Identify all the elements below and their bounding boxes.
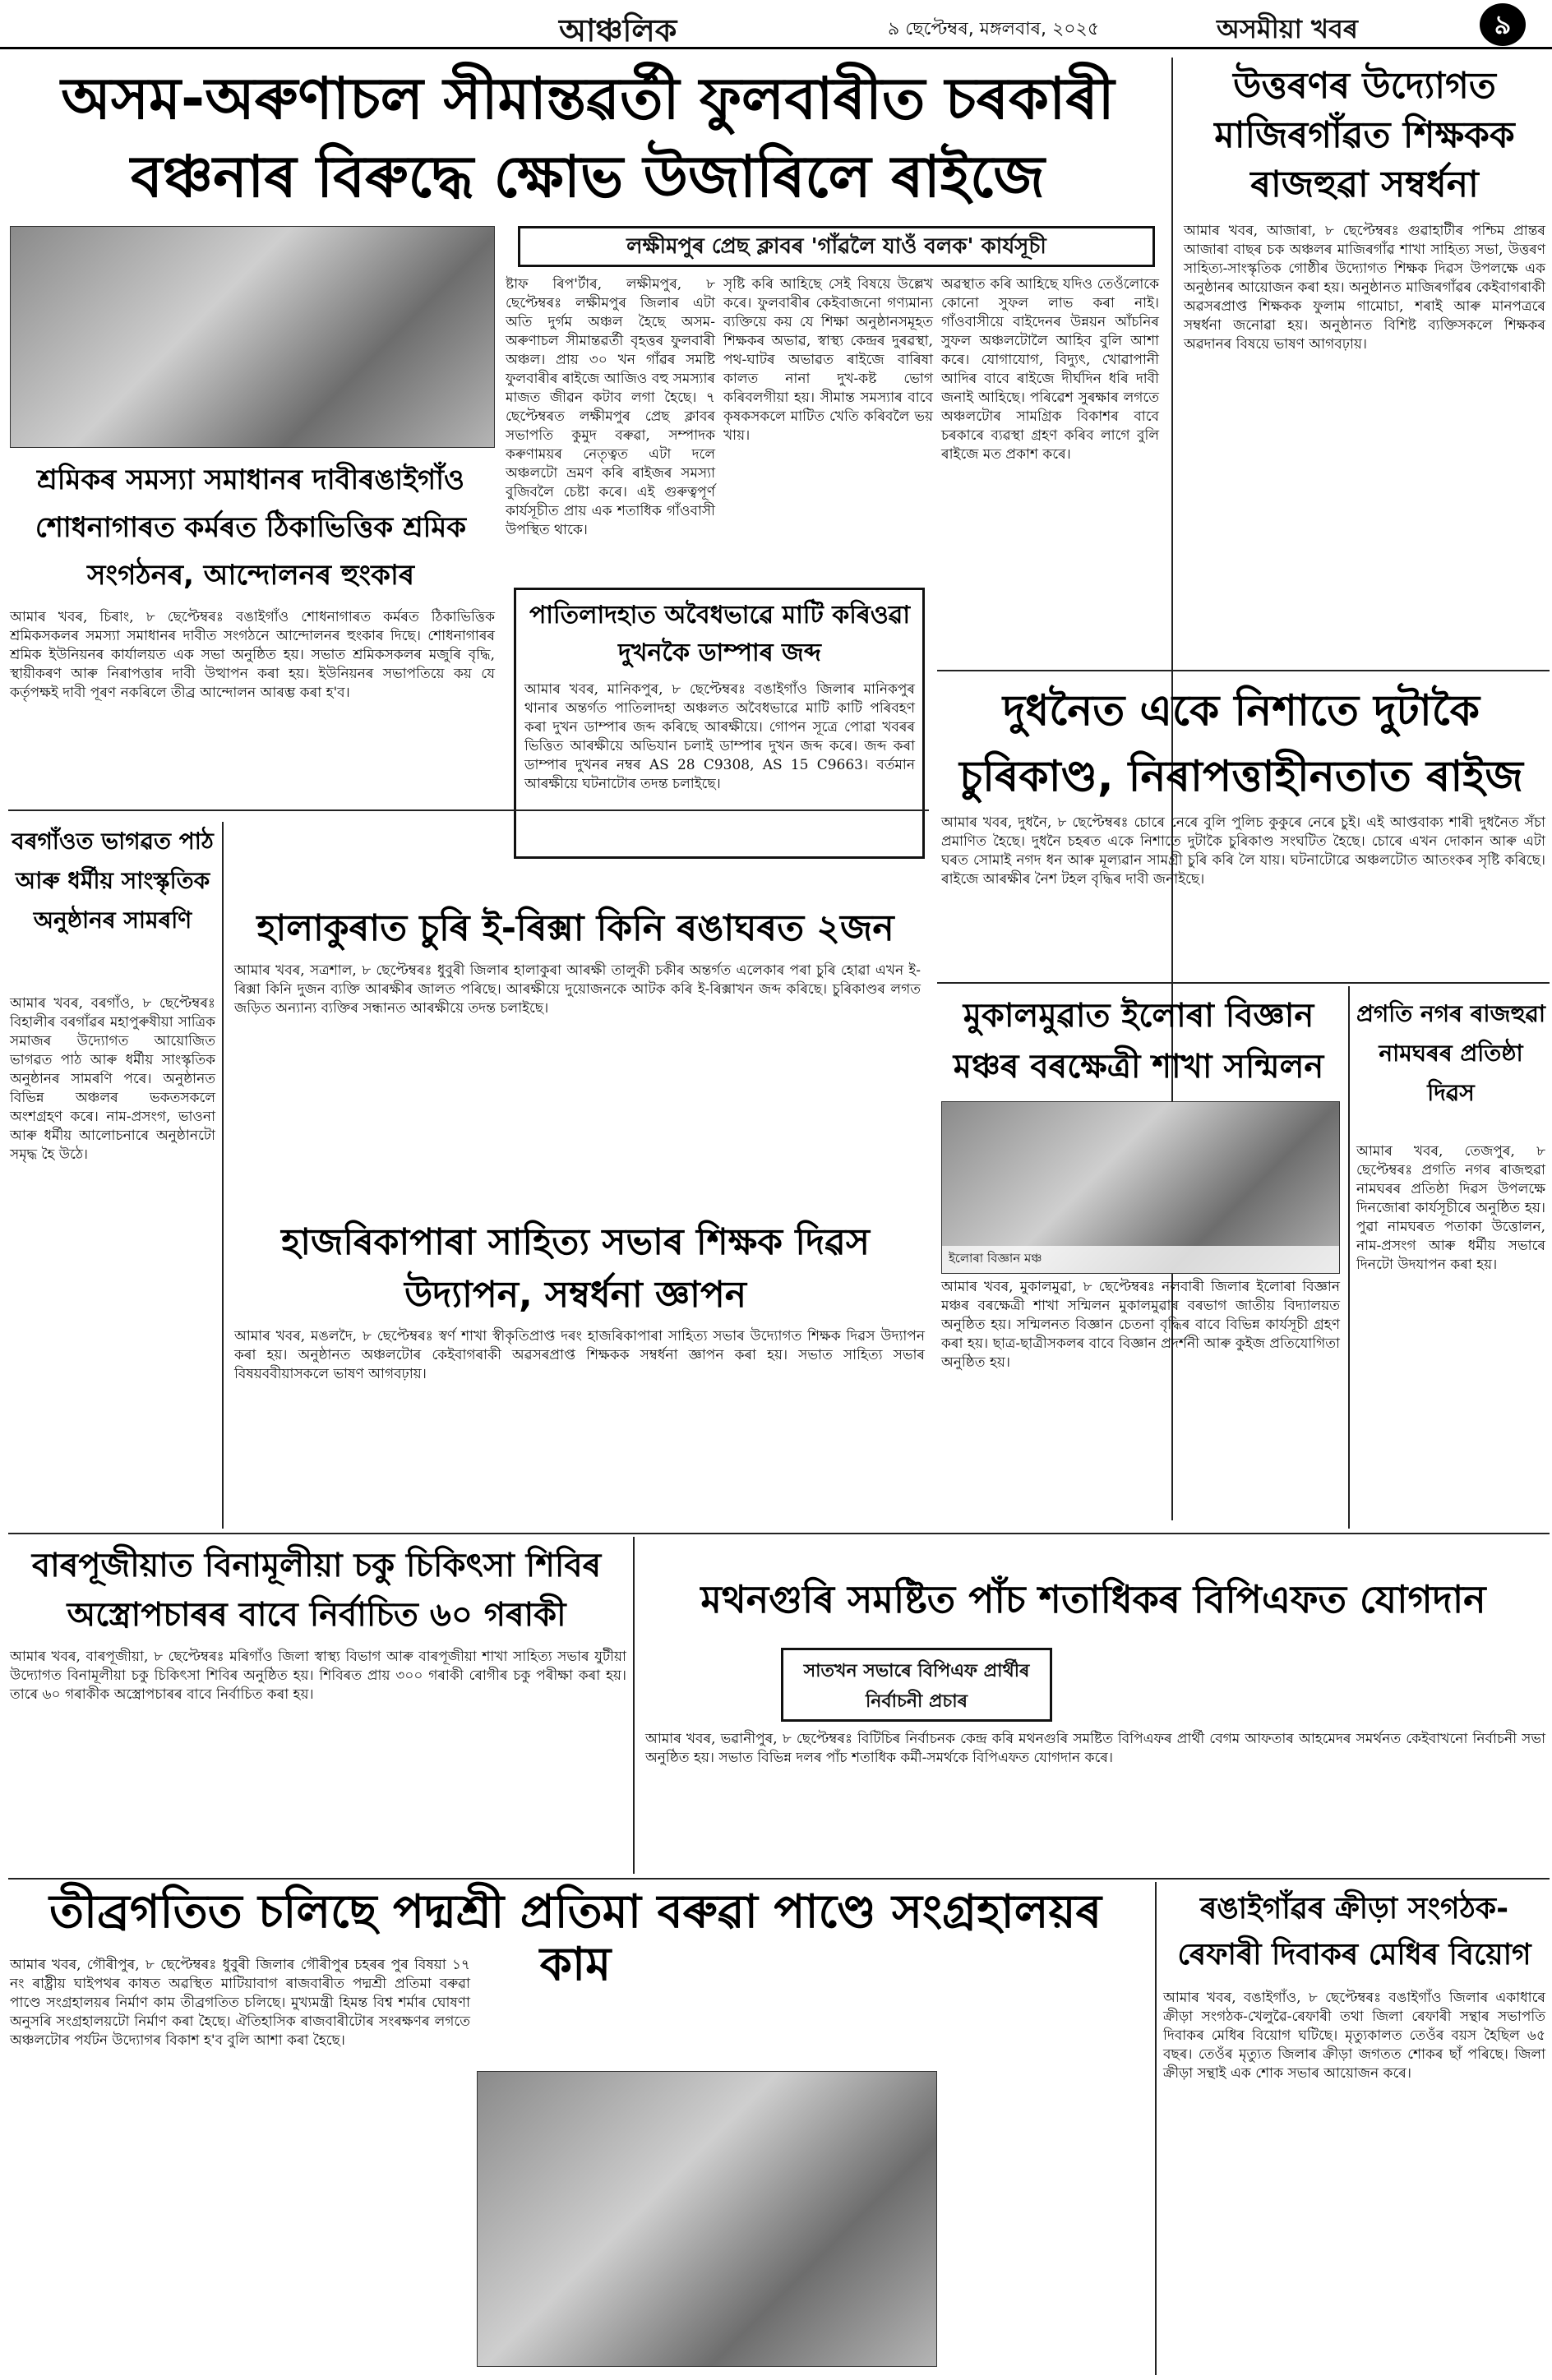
rongaigaon-body: আমাৰ খবৰ, বঙাইগাঁও, ৮ ছেপ্টেম্বৰঃ বঙাইগাঁও জিলাৰ একাধাৰে ক্ৰীড়া সংগঠক-খেলুৱৈ-ৰেফাৰী তথা জিলা ৰেফাৰী সন্থাৰ সভাপতি দিবাকৰ মেধিৰ বিয়োগ ঘটিছে। মৃত্যুকালত তেওঁৰ বয়স হৈছিল ৬৫ বছৰ। তেওঁৰ মৃত্যুত জিলাৰ ক্ৰীড়া জগতত শোকৰ ছাঁ পৰিছে। জিলা ক্ৰীড়া সন্থাই এক শোক সভাৰ আয়োজন কৰে।	[1163, 1990, 1550, 2082]
main-headline-2: বঞ্চনাৰ বিৰুদ্ধে ক্ষোভ উজাৰিলে ৰাইজে	[131, 143, 1045, 210]
uttaran-headline: উত্তৰণৰ উদ্যোগত মাজিৰগাঁৱত শিক্ষকক ৰাজহুৱা সম্বৰ্ধনা	[1214, 65, 1515, 205]
rongaigaon-headline: ৰঙাইগাঁৱৰ ক্ৰীড়া সংগঠক-ৰেফাৰী দিবাকৰ মেধিৰ বিয়োগ	[1177, 1892, 1531, 1972]
halakura-body: আমাৰ খবৰ, সত্ৰশাল, ৮ ছেপ্টেম্বৰঃ ধুবুৰী জিলাৰ হালাকুৰা আৰক্ষী তালুকী চকীৰ অন্তৰ্গত এলেকাৰ পৰা চুৰি হোৱা এখন ই-ৰিক্সা কিনি দুজন ব্যক্তি আৰক্ষীৰ জালত পৰিছে। আৰক্ষীয়ে দুয়োজনকে আটক কৰি ই-ৰিক্সাখন জব্দ কৰিছে। চুৰিকাণ্ডৰ লগত জড়িত অন্যান্য ব্যক্তিৰ সন্ধানত আৰক্ষীয়ে তদন্ত চলাইছে।	[234, 962, 926, 1017]
barpujia-headline: বাৰপূজীয়াত বিনামূলীয়া চকু চিকিৎসা শিবিৰ অস্ত্ৰোপচাৰৰ বাবে নিৰ্বাচিত ৬০ গৰাকী	[31, 1547, 602, 1634]
main-col-2: সৃষ্টি কৰি আহিছে সেই বিষয়ে উল্লেখ কৰে। ফুলবাৰীৰ কেইবাজনো গণ্যমান্য ব্যক্তিয়ে কয় যে শিক্ষা অনুষ্ঠানসমূহত শিক্ষকৰ অভাৱ, স্বাস্থ্য কেন্দ্ৰৰ দুৰৱস্থা, পথ-ঘাটৰ অভাৱত ৰাইজে বাৰিষা কালত নানা দুখ-কষ্ট ভোগ কৰিবলগীয়া হয়। সীমান্ত সমস্যাৰ বাবে কৃষকসকলে মাটিত খেতি কৰিবলৈ ভয় খায়।	[723, 276, 938, 444]
mathanguri-body: আমাৰ খবৰ, ভৱানীপুৰ, ৮ ছেপ্টেম্বৰঃ বিটিচিৰ নিৰ্বাচনক কেন্দ্ৰ কৰি মথনগুৰি সমষ্টিত বিপিএফৰ প্ৰাৰ্থী বেগম আফতাৰ আহমেদৰ সমৰ্থনত কেইবাখনো নিৰ্বাচনী সভা অনুষ্ঠিত হয়। সভাত বিভিন্ন দলৰ পাঁচ শতাধিক কৰ্মী-সমৰ্থকে বিপিএফত যোগদান কৰে।	[645, 1731, 1550, 1766]
paper-name: অসমীয়া খবৰ	[1217, 13, 1358, 44]
page-header	[0, 0, 1552, 49]
main-headline-1: অসম-অৰুণাচল সীমান্তৱৰ্তী ফুলবাৰীত চৰকাৰী	[61, 65, 1115, 132]
protest-photo	[10, 226, 495, 448]
barpujia-body: আমাৰ খবৰ, বাৰপূজীয়া, ৮ ছেপ্টেম্বৰঃ মৰিগাঁও জিলা স্বাস্থ্য বিভাগ আৰু বাৰপূজীয়া শাখা সাহিত্য সভাৰ যুটীয়া উদ্যোগত বিনামূলীয়া চকু চিকিৎসা শিবিৰ অনুষ্ঠিত হয়। শিবিৰত প্ৰায় ৩০০ গৰাকী ৰোগীৰ চকু পৰীক্ষা কৰা হয়। তাৰে ৬০ গৰাকীক অস্ত্ৰোপচাৰৰ বাবে নিৰ্বাচিত কৰা হয়।	[10, 1649, 631, 1703]
mathanguri-subhead: সাতখন সভাৰে বিপিএফ প্ৰাৰ্থীৰ নিৰ্বাচনী প্ৰচাৰ	[803, 1661, 1030, 1712]
padmashri-body: আমাৰ খবৰ, গৌৰীপুৰ, ৮ ছেপ্টেম্বৰঃ ধুবুৰী জিলাৰ গৌৰীপুৰ চহৰৰ পুৰ বিষয়া ১৭ নং ৰাষ্ট্ৰীয় ঘাইপথৰ কাষত অৱস্থিত মাটিয়াবাগ ৰাজবাৰীত পদ্মশ্ৰী প্ৰতিমা বৰুৱা পাণ্ডে সংগ্ৰহালয়ৰ নিৰ্মাণ কাম তীব্ৰগতিত চলিছে। মুখ্যমন্ত্ৰী হিমন্ত বিশ্ব শৰ্মাৰ ঘোষণা অনুসৰি সংগ্ৰহালয়টো নিৰ্মাণ কৰা হৈছে। ঐতিহাসিক ৰাজবাৰীটোৰ সংৰক্ষণৰ লগতে অঞ্চলটোৰ পৰ্যটন উদ্যোগৰ বিকাশ হ'ব বুলি আশা কৰা হৈছে।	[10, 1957, 475, 2049]
mathanguri-headline: মথনগুৰি সমষ্টিত পাঁচ শতাধিকৰ বিপিএফত যোগদান	[700, 1577, 1486, 1621]
bargaon-headline: বৰগাঁওত ভাগৱত পাঠ আৰু ধৰ্মীয় সাংস্কৃতিক অনুষ্ঠানৰ সামৰণি	[12, 828, 214, 934]
halakura-headline: হালাকুৰাত চুৰি ই-ৰিক্সা কিনি ৰঙাঘৰত ২জন	[256, 907, 894, 949]
mukalmua-headline: মুকালমুৱাত ইলোৰা বিজ্ঞান মঞ্চৰ বৰক্ষেত্ৰী শাখা সন্মিলন	[953, 997, 1324, 1086]
mathanguri-subhead-box	[781, 1648, 1052, 1722]
main-col-1: ষ্টাফ ৰিপ'ৰ্টাৰ, লক্ষীমপুৰ, ৮ ছেপ্টেম্বৰঃ লক্ষীমপুৰ জিলাৰ এটা অতি দুৰ্গম অঞ্চল হৈছে অসম-অৰুণাচল সীমান্তৱৰ্তী বৃহত্তৰ ফুলবাৰী অঞ্চল। প্ৰায় ৩০ খন গাঁৱৰ সমষ্টি ফুলবাৰীৰ ৰাইজে আজিও বহু সমস্যাৰ মাজত জীৱন কটাব লগা হৈছে। ৭ ছেপ্টেম্বৰত লক্ষীমপুৰ প্ৰেছ ক্লাবৰ সভাপতি কুমুদ বৰুৱা, সম্পাদক কৰুণাময়ৰ নেতৃত্বত এটা দলে অঞ্চলটো ভ্ৰমণ কৰি ৰাইজৰ সমস্যা বুজিবলৈ চেষ্টা কৰে। এই গুৰুত্বপূৰ্ণ কাৰ্যসূচীত প্ৰায় এক শতাধিক গাঁওবাসী উপস্থিত থাকে।	[506, 276, 720, 538]
museum-construction-photo	[477, 2071, 937, 2367]
hazarikapara-headline: হাজৰিকাপাৰা সাহিত্য সভাৰ শিক্ষক দিৱস উদ্যাপন, সম্বৰ্ধনা জ্ঞাপন	[281, 1221, 870, 1316]
uttaran-body: আমাৰ খবৰ, আজাৰা, ৮ ছেপ্টেম্বৰঃ গুৱাহাটীৰ পশ্চিম প্ৰান্তৰ আজাৰা বাছৰ চক অঞ্চলৰ মাজিৰগাঁৱ শাখা সাহিত্য সভা, উত্তৰণ সাহিত্য-সাংস্কৃতিক গোষ্ঠীৰ উদ্যোগত শিক্ষক দিৱস উপলক্ষে এক অনুষ্ঠানৰ আয়োজন কৰা হয়। অনুষ্ঠানত মাজিৰগাঁৱৰ কেইবাগৰাকী অৱসৰপ্ৰাপ্ত শিক্ষকক ফুলাম গামোচা, শৰাই আৰু মানপত্ৰৰে সম্বৰ্ধনা জনোৱা হয়। অনুষ্ঠানত বিশিষ্ট ব্যক্তিসকলে শিক্ষকৰ অৱদানৰ বিষয়ে ভাষণ আগবঢ়ায়।	[1184, 223, 1550, 353]
dudhnoi-headline: দুধনৈত একে নিশাতে দুটাকৈ চুৰিকাণ্ড, নিৰাপত্তাহীনতাত ৰাইজ	[959, 686, 1523, 801]
pragati-headline: প্ৰগতি নগৰ ৰাজহুৱা নামঘৰৰ প্ৰতিষ্ঠা দিৱস	[1356, 1000, 1545, 1106]
dudhnoi-body: আমাৰ খবৰ, দুধনৈ, ৮ ছেপ্টেম্বৰঃ চোৰে নেৰে বুলি পুলিচ কুকুৰে নেৰে চুই। এই আপ্তবাক্য শাৰী দুধনৈত সঁচা প্ৰমাণিত হৈছে। দুধনৈ চহৰত একে নিশাতে দুটাকৈ চুৰিকাণ্ড সংঘটিত হৈছে। চোৰে এখন দোকান আৰু এটা ঘৰত সোমাই নগদ ধন আৰু মূল্যৱান সামগ্ৰী চুৰি কৰি লৈ যায়। ঘটনাটোৱে অঞ্চলটোত আতংকৰ সৃষ্টি কৰিছে। ৰাইজে আৰক্ষীৰ নৈশ টহল বৃদ্ধিৰ দাবী জনাইছে।	[941, 814, 1550, 888]
pragati-body: আমাৰ খবৰ, তেজপুৰ, ৮ ছেপ্টেম্বৰঃ প্ৰগতি নগৰ ৰাজহুৱা নামঘৰৰ প্ৰতিষ্ঠা দিৱস উপলক্ষে দিনজোৰা কাৰ্যসূচীৰে অনুষ্ঠিত হয়। পুৱা নামঘৰত পতাকা উত্তোলন, নাম-প্ৰসংগ আৰু ধৰ্মীয় সভাৰে দিনটো উদযাপন কৰা হয়।	[1356, 1143, 1550, 1273]
section-label: আঞ্চলিক	[559, 12, 677, 48]
date-line: ৯ ছেপ্টেম্বৰ, মঙ্গলবাৰ, ২০২৫	[888, 19, 1100, 39]
patilada-headline: পাতিলাদহাত অবৈধভাৱে মাটি কৰিওৱা দুখনকৈ ডাম্পাৰ জব্দ	[529, 601, 911, 667]
main-col-3: অৱস্থাত কৰি আহিছে যদিও তেওঁলোকে কোনো সুফল লাভ কৰা নাই। গাঁওবাসীয়ে বাইদেনৰ উন্নয়ন আঁচনিৰ সুফল অঞ্চলটোলৈ আহিব বুলি আশা কৰে। যোগাযোগ, বিদ্যুৎ, খোৱাপানী আদিৰ বাবে ৰাইজে দীৰ্ঘদিন ধৰি দাবী জনাই আহিছে। পৰিৱেশ সুৰক্ষাৰ লগতে অঞ্চলটোৰ সামগ্ৰিক বিকাশৰ বাবে চৰকাৰে ব্যৱস্থা গ্ৰহণ কৰিব লাগে বুলি ৰাইজে মত প্ৰকাশ কৰে।	[941, 276, 1164, 463]
shramik-headline: শ্ৰমিকৰ সমস্যা সমাধানৰ দাবীৰঙাইগাঁও শোধনাগাৰত কৰ্মৰত ঠিকাভিত্তিক শ্ৰমিক সংগঠনৰ, আন্দোলনৰ হুংকাৰ	[35, 464, 467, 592]
hazarikapara-body: আমাৰ খবৰ, মঙলদৈ, ৮ ছেপ্টেম্বৰঃ স্বৰ্ণ শাখা স্বীকৃতিপ্ৰাপ্ত দৰং হাজৰিকাপাৰা সাহিত্য সভাৰ উদ্যোগত শিক্ষক দিৱস উদ্যাপন কৰা হয়। অনুষ্ঠানত অঞ্চলটোৰ কেইবাগৰাকী অৱসৰপ্ৰাপ্ত শিক্ষকক সম্বৰ্ধনা জ্ঞাপন কৰা হয়। সভাত সাহিত্য সভাৰ বিষয়ববীয়াসকলে ভাষণ আগবঢ়ায়।	[234, 1328, 930, 1382]
patilada-body: আমাৰ খবৰ, মানিকপুৰ, ৮ ছেপ্টেম্বৰঃ বঙাইগাঁও জিলাৰ মানিকপুৰ থানাৰ অন্তৰ্গত পাতিলাদহা অঞ্চলত অবৈধভাৱে মাটি কাটি পৰিবহণ কৰা দুখন ডাম্পাৰ জব্দ কৰিছে আৰক্ষীয়ে। গোপন সূত্ৰে পোৱা খবৰৰ ভিত্তিত আৰক্ষীয়ে অভিযান চলাই ডাম্পাৰ দুখন জব্দ কৰে। জব্দ কৰা ডাম্পাৰ দুখনৰ নম্বৰ AS 28 C9308, AS 15 C9663। বৰ্তমান আৰক্ষীয়ে ঘটনাটোৰ তদন্ত চলাইছে।	[524, 681, 920, 792]
page-number-badge	[1480, 3, 1526, 46]
page-number: ৯	[1494, 9, 1512, 40]
padmashri-headline: তীব্ৰগতিত চলিছে পদ্মশ্ৰী প্ৰতিমা বৰুৱা পাণ্ডে সংগ্ৰহালয়ৰ কাম	[48, 1885, 1102, 1992]
bargaon-body: আমাৰ খবৰ, বৰগাঁও, ৮ ছেপ্টেম্বৰঃ বিহালীৰ বৰগাঁৱৰ মহাপুৰুষীয়া সাত্ৰিক সমাজৰ উদ্যোগত আয়োজিত ভাগৱত পাঠ আৰু ধৰ্মীয় সাংস্কৃতিক অনুষ্ঠানৰ সামৰণি পৰে। অনুষ্ঠানত বিভিন্ন অঞ্চলৰ ভকতসকলে অংশগ্ৰহণ কৰে। নাম-প্ৰসংগ, ভাওনা আৰু ধৰ্মীয় আলোচনাৰে অনুষ্ঠানটো সমৃদ্ধ হৈ উঠে।	[10, 995, 220, 1163]
science-forum-photo	[941, 1101, 1340, 1274]
kicker-box	[518, 226, 1155, 267]
kicker-text: লক্ষীমপুৰ প্ৰেছ ক্লাবৰ 'গাঁৱলৈ যাওঁ বলক' কাৰ্যসূচী	[626, 234, 1046, 259]
patilada-box	[514, 588, 925, 859]
mukalmua-body: আমাৰ খবৰ, মুকালমুৱা, ৮ ছেপ্টেম্বৰঃ নলবাৰী জিলাৰ ইলোৰা বিজ্ঞান মঞ্চৰ বৰক্ষেত্ৰী শাখা সন্মিলন মুকালমুৱাৰ বৰভাগ জাতীয় বিদ্যালয়ত অনুষ্ঠিত হয়। সন্মিলনত বিজ্ঞান চেতনা বৃদ্ধিৰ বাবে বিভিন্ন কাৰ্যসূচী গ্ৰহণ কৰা হয়। ছাত্ৰ-ছাত্ৰীসকলৰ বাবে বিজ্ঞান প্ৰদৰ্শনী আৰু কুইজ প্ৰতিযোগিতা অনুষ্ঠিত হয়।	[941, 1279, 1345, 1371]
shramik-body: আমাৰ খবৰ, চিৰাং, ৮ ছেপ্টেম্বৰঃ বঙাইগাঁও শোধনাগাৰত কৰ্মৰত ঠিকাভিত্তিক শ্ৰমিকসকলৰ সমস্যা সমাধানৰ দাবীত সংগঠনে আন্দোলনৰ হুংকাৰ দিছে। শোধনাগাৰৰ শ্ৰমিক ইউনিয়নৰ কাৰ্যালয়ত এক সভা অনুষ্ঠিত হয়। সভাত শ্ৰমিকসকলৰ মজুৰি বৃদ্ধি, স্থায়ীকৰণ আৰু নিৰাপত্তাৰ দাবী উত্থাপন কৰা হয়। ইউনিয়নৰ সভাপতিয়ে কয় যে কৰ্তৃপক্ষই দাবী পূৰণ নকৰিলে তীব্ৰ আন্দোলন আৰম্ভ কৰা হ'ব।	[10, 609, 500, 701]
science-forum-photo-caption: ইলোৰা বিজ্ঞান মঞ্চ	[942, 1246, 1339, 1273]
